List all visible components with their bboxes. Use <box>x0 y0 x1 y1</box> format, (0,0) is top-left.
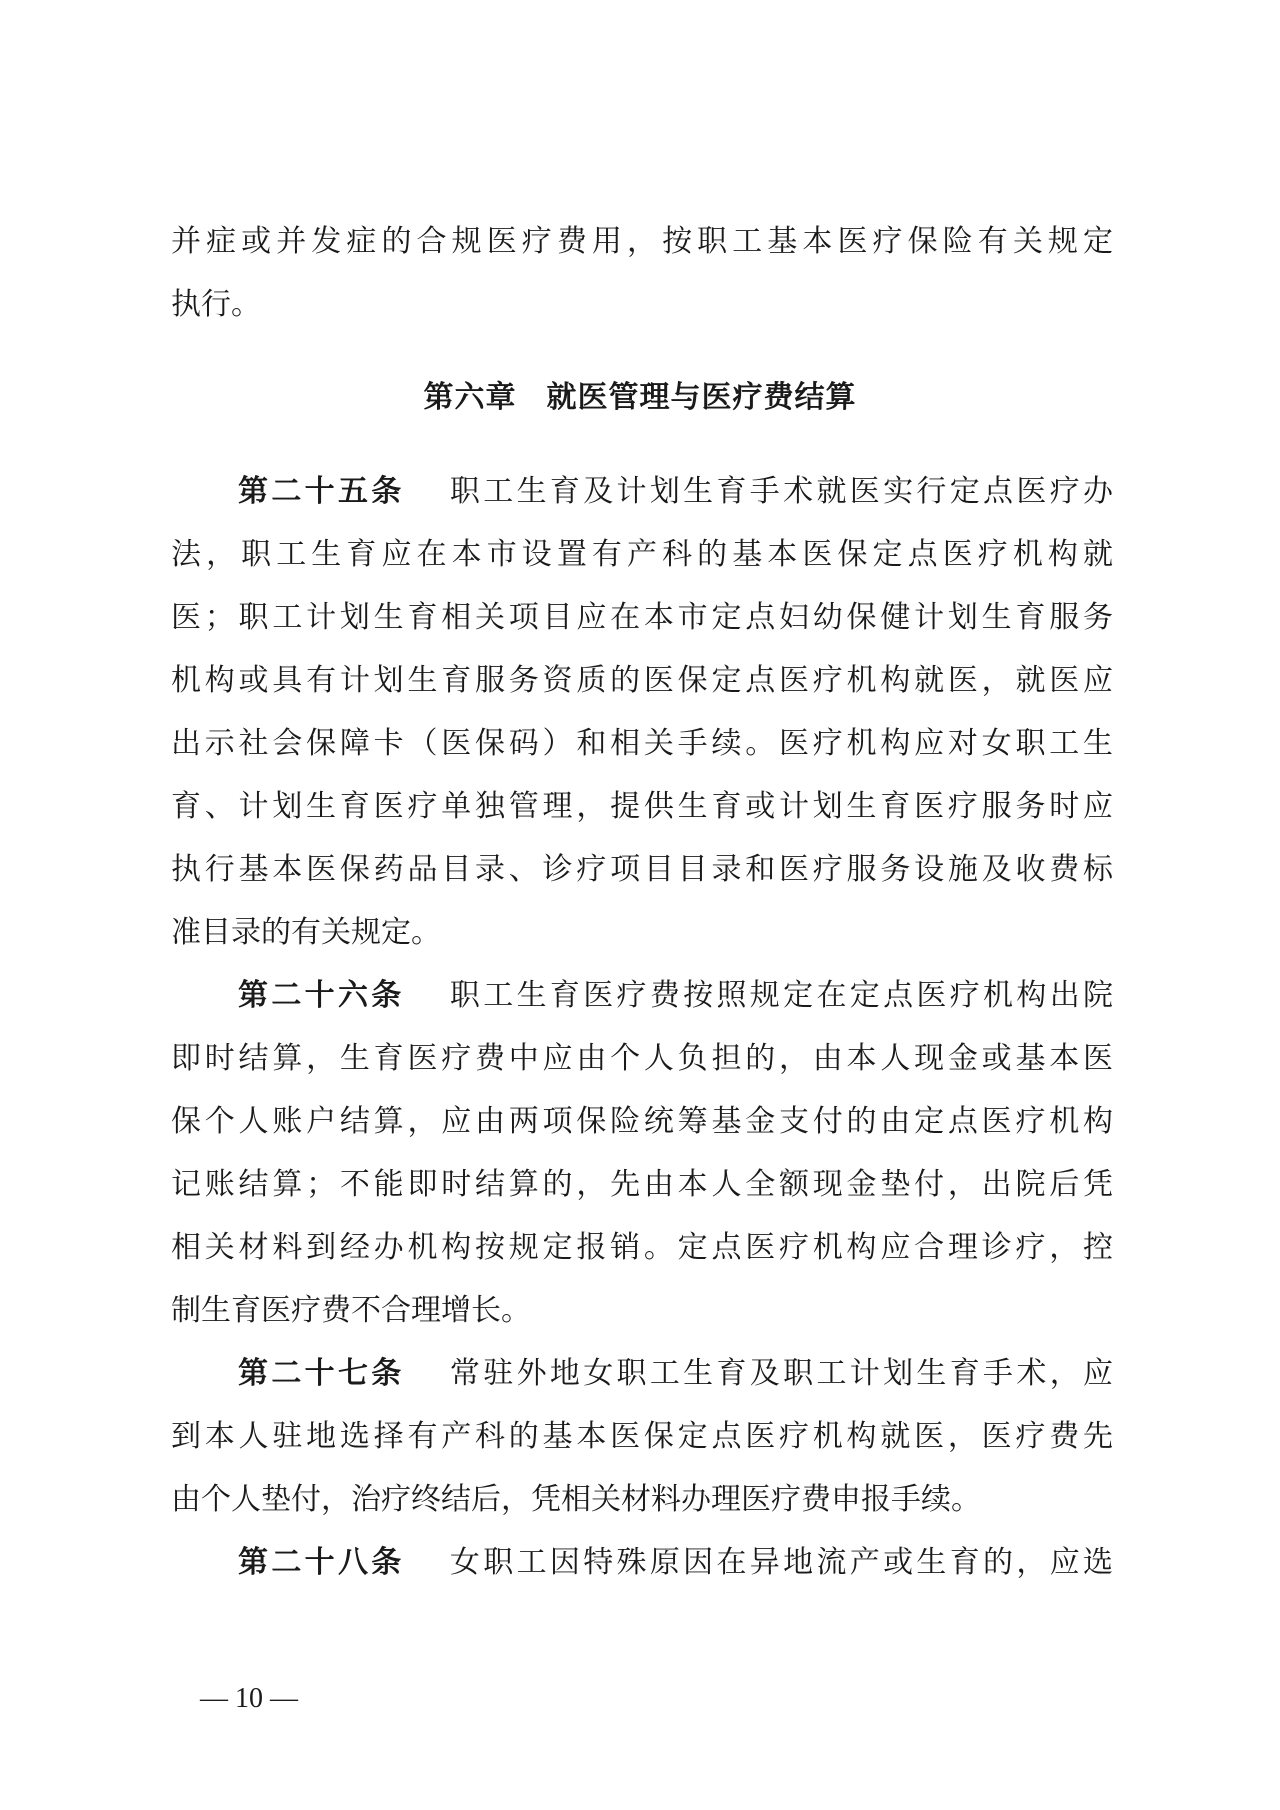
body-line: 准目录的有关规定。 <box>171 915 441 950</box>
article-label: 第二十六条 <box>238 978 405 1013</box>
body-line: 法，职工生育应在本市设置有产科的基本医保定点医疗机构就 <box>171 537 1113 572</box>
article-text: 常驻外地女职工生育及职工计划生育手术，应 <box>446 1356 1114 1391</box>
body-line: 记账结算；不能即时结算的，先由本人全额现金垫付，出院后凭 <box>171 1167 1113 1202</box>
article-text: 职工生育及计划生育手术就医实行定点医疗办 <box>446 474 1114 509</box>
body-line: 医；职工计划生育相关项目应在本市定点妇幼保健计划生育服务 <box>171 600 1113 635</box>
body-line: 由个人垫付，治疗终结后，凭相关材料办理医疗费申报手续。 <box>171 1482 981 1517</box>
body-line: 保个人账户结算，应由两项保险统筹基金支付的由定点医疗机构 <box>171 1104 1113 1139</box>
body-line: 并症或并发症的合规医疗费用，按职工基本医疗保险有关规定 <box>171 224 1113 259</box>
body-line: 出示社会保障卡（医保码）和相关手续。医疗机构应对女职工生 <box>171 726 1113 761</box>
article-label: 第二十七条 <box>238 1356 405 1391</box>
page-number: — 10 — <box>200 1683 298 1714</box>
chapter-title: 就医管理与医疗费结算 <box>546 380 857 415</box>
chapter-number: 第六章 <box>423 380 517 415</box>
body-line: 机构或具有计划生育服务资质的医保定点医疗机构就医，就医应 <box>171 663 1113 698</box>
body-line: 育、计划生育医疗单独管理，提供生育或计划生育医疗服务时应 <box>171 789 1113 824</box>
body-line: 即时结算，生育医疗费中应由个人负担的，由本人现金或基本医 <box>171 1041 1113 1076</box>
chapter-heading <box>0 378 1280 418</box>
article-first-line <box>238 976 1113 1016</box>
article-label: 第二十八条 <box>238 1545 405 1580</box>
article-text: 职工生育医疗费按照规定在定点医疗机构出院 <box>446 978 1114 1013</box>
article-first-line <box>238 1354 1113 1394</box>
article-first-line <box>238 472 1113 512</box>
body-line: 制生育医疗费不合理增长。 <box>171 1293 531 1328</box>
article-text: 女职工因特殊原因在异地流产或生育的，应选 <box>446 1545 1114 1580</box>
article-label: 第二十五条 <box>238 474 405 509</box>
body-line: 到本人驻地选择有产科的基本医保定点医疗机构就医，医疗费先 <box>171 1419 1113 1454</box>
body-line: 执行。 <box>171 287 261 322</box>
body-line: 相关材料到经办机构按规定报销。定点医疗机构应合理诊疗，控 <box>171 1230 1113 1265</box>
body-line: 执行基本医保药品目录、诊疗项目目录和医疗服务设施及收费标 <box>171 852 1113 887</box>
article-first-line <box>238 1543 1113 1583</box>
